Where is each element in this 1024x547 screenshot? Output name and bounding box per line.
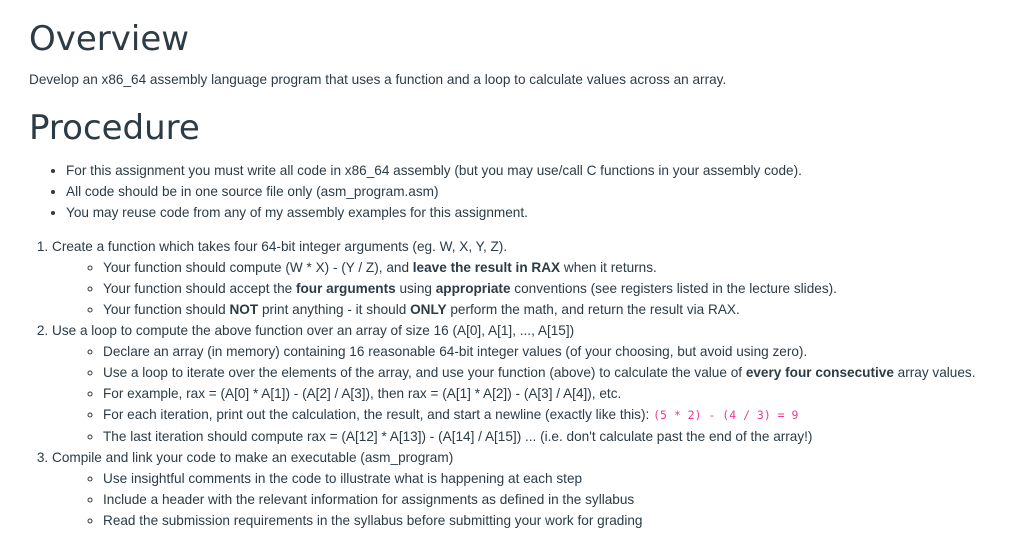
procedure-heading: Procedure <box>29 108 200 148</box>
substep-item <box>103 257 976 278</box>
substep-list <box>52 341 976 447</box>
substep-item: ◦ The last iteration should compute rax = (A[12] * A[13]) - (A[14] / A[15]) ... (i.e. don't calculate past the end of the array!) <box>103 426 976 447</box>
substep-text: array values. <box>893 365 976 380</box>
emphasis-text: appropriate <box>435 281 511 296</box>
step-label: Create a function which takes four 64-bit integer arguments (eg. W, X, Y, Z). <box>52 239 508 254</box>
substep-list <box>52 257 976 320</box>
substep-text: when it returns. <box>560 260 657 275</box>
substep-item: ◦ Declare an array (in memory) containing 16 reasonable 64-bit integer values (of your choosing, but avoid using zero). <box>103 341 976 362</box>
substep-text: using <box>395 281 436 296</box>
substep-text: conventions (see registers listed in the lecture slides). <box>510 281 837 296</box>
bullet-item: • For this assignment you must write all code in x86_64 assembly (but you may use/call C functions in your assembly code). <box>66 160 802 181</box>
substep-item <box>103 362 976 383</box>
step-label: Compile and link your code to make an executable (asm_program) <box>52 450 454 465</box>
substep-text: Your function should accept the <box>103 281 296 296</box>
step-item <box>52 236 976 320</box>
procedure-bullet-list <box>29 160 802 223</box>
bullet-item: • All code should be in one source file only (asm_program.asm) <box>66 181 802 202</box>
emphasis-text: every four consecutive <box>745 365 894 380</box>
bullet-item: • You may reuse code from any of my assembly examples for this assignment. <box>66 202 802 223</box>
substep-text: Use a loop to iterate over the elements of the array, and use your function (above) to calculate the value of <box>103 365 746 380</box>
substep-item: ◦ Include a header with the relevant information for assignments as defined in the syllabus <box>103 489 976 510</box>
substep-item: ◦ For example, rax = (A[0] * A[1]) - (A[2] / A[3]), then rax = (A[1] * A[2]) - (A[3] / A[4]), etc. <box>103 383 976 404</box>
overview-heading: Overview <box>29 19 190 59</box>
emphasis-text: leave the result in RAX <box>412 260 561 275</box>
substep-text: perform the math, and return the result via RAX. <box>446 302 740 317</box>
substep-item <box>103 404 976 426</box>
emphasis-text: NOT <box>229 302 259 317</box>
substep-item: ◦ Read the submission requirements in the syllabus before submitting your work for grading <box>103 510 976 531</box>
substep-text: Your function should <box>103 302 230 317</box>
overview-text: Develop an x86_64 assembly language program that uses a function and a loop to calculate values across an array. <box>29 72 727 87</box>
substep-text: Your function should compute (W * X) - (Y / Z), and <box>103 260 413 275</box>
step-item <box>52 320 976 447</box>
substep-item: ◦ Use insightful comments in the code to illustrate what is happening at each step <box>103 468 976 489</box>
substep-text: For each iteration, print out the calculation, the result, and start a newline (exactly like this): <box>103 407 654 422</box>
substep-list <box>52 468 976 531</box>
step-label: Use a loop to compute the above function over an array of size 16 (A[0], A[1], ..., A[15]) <box>52 323 575 338</box>
substep-text: print anything - it should <box>258 302 411 317</box>
step-item <box>52 447 976 531</box>
substep-item <box>103 299 976 320</box>
substep-item <box>103 278 976 299</box>
emphasis-text: ONLY <box>410 302 447 317</box>
emphasis-text: four arguments <box>295 281 396 296</box>
output-example-code: (5 * 2) - (4 / 3) = 9 <box>653 408 799 422</box>
procedure-steps-list <box>29 236 976 531</box>
